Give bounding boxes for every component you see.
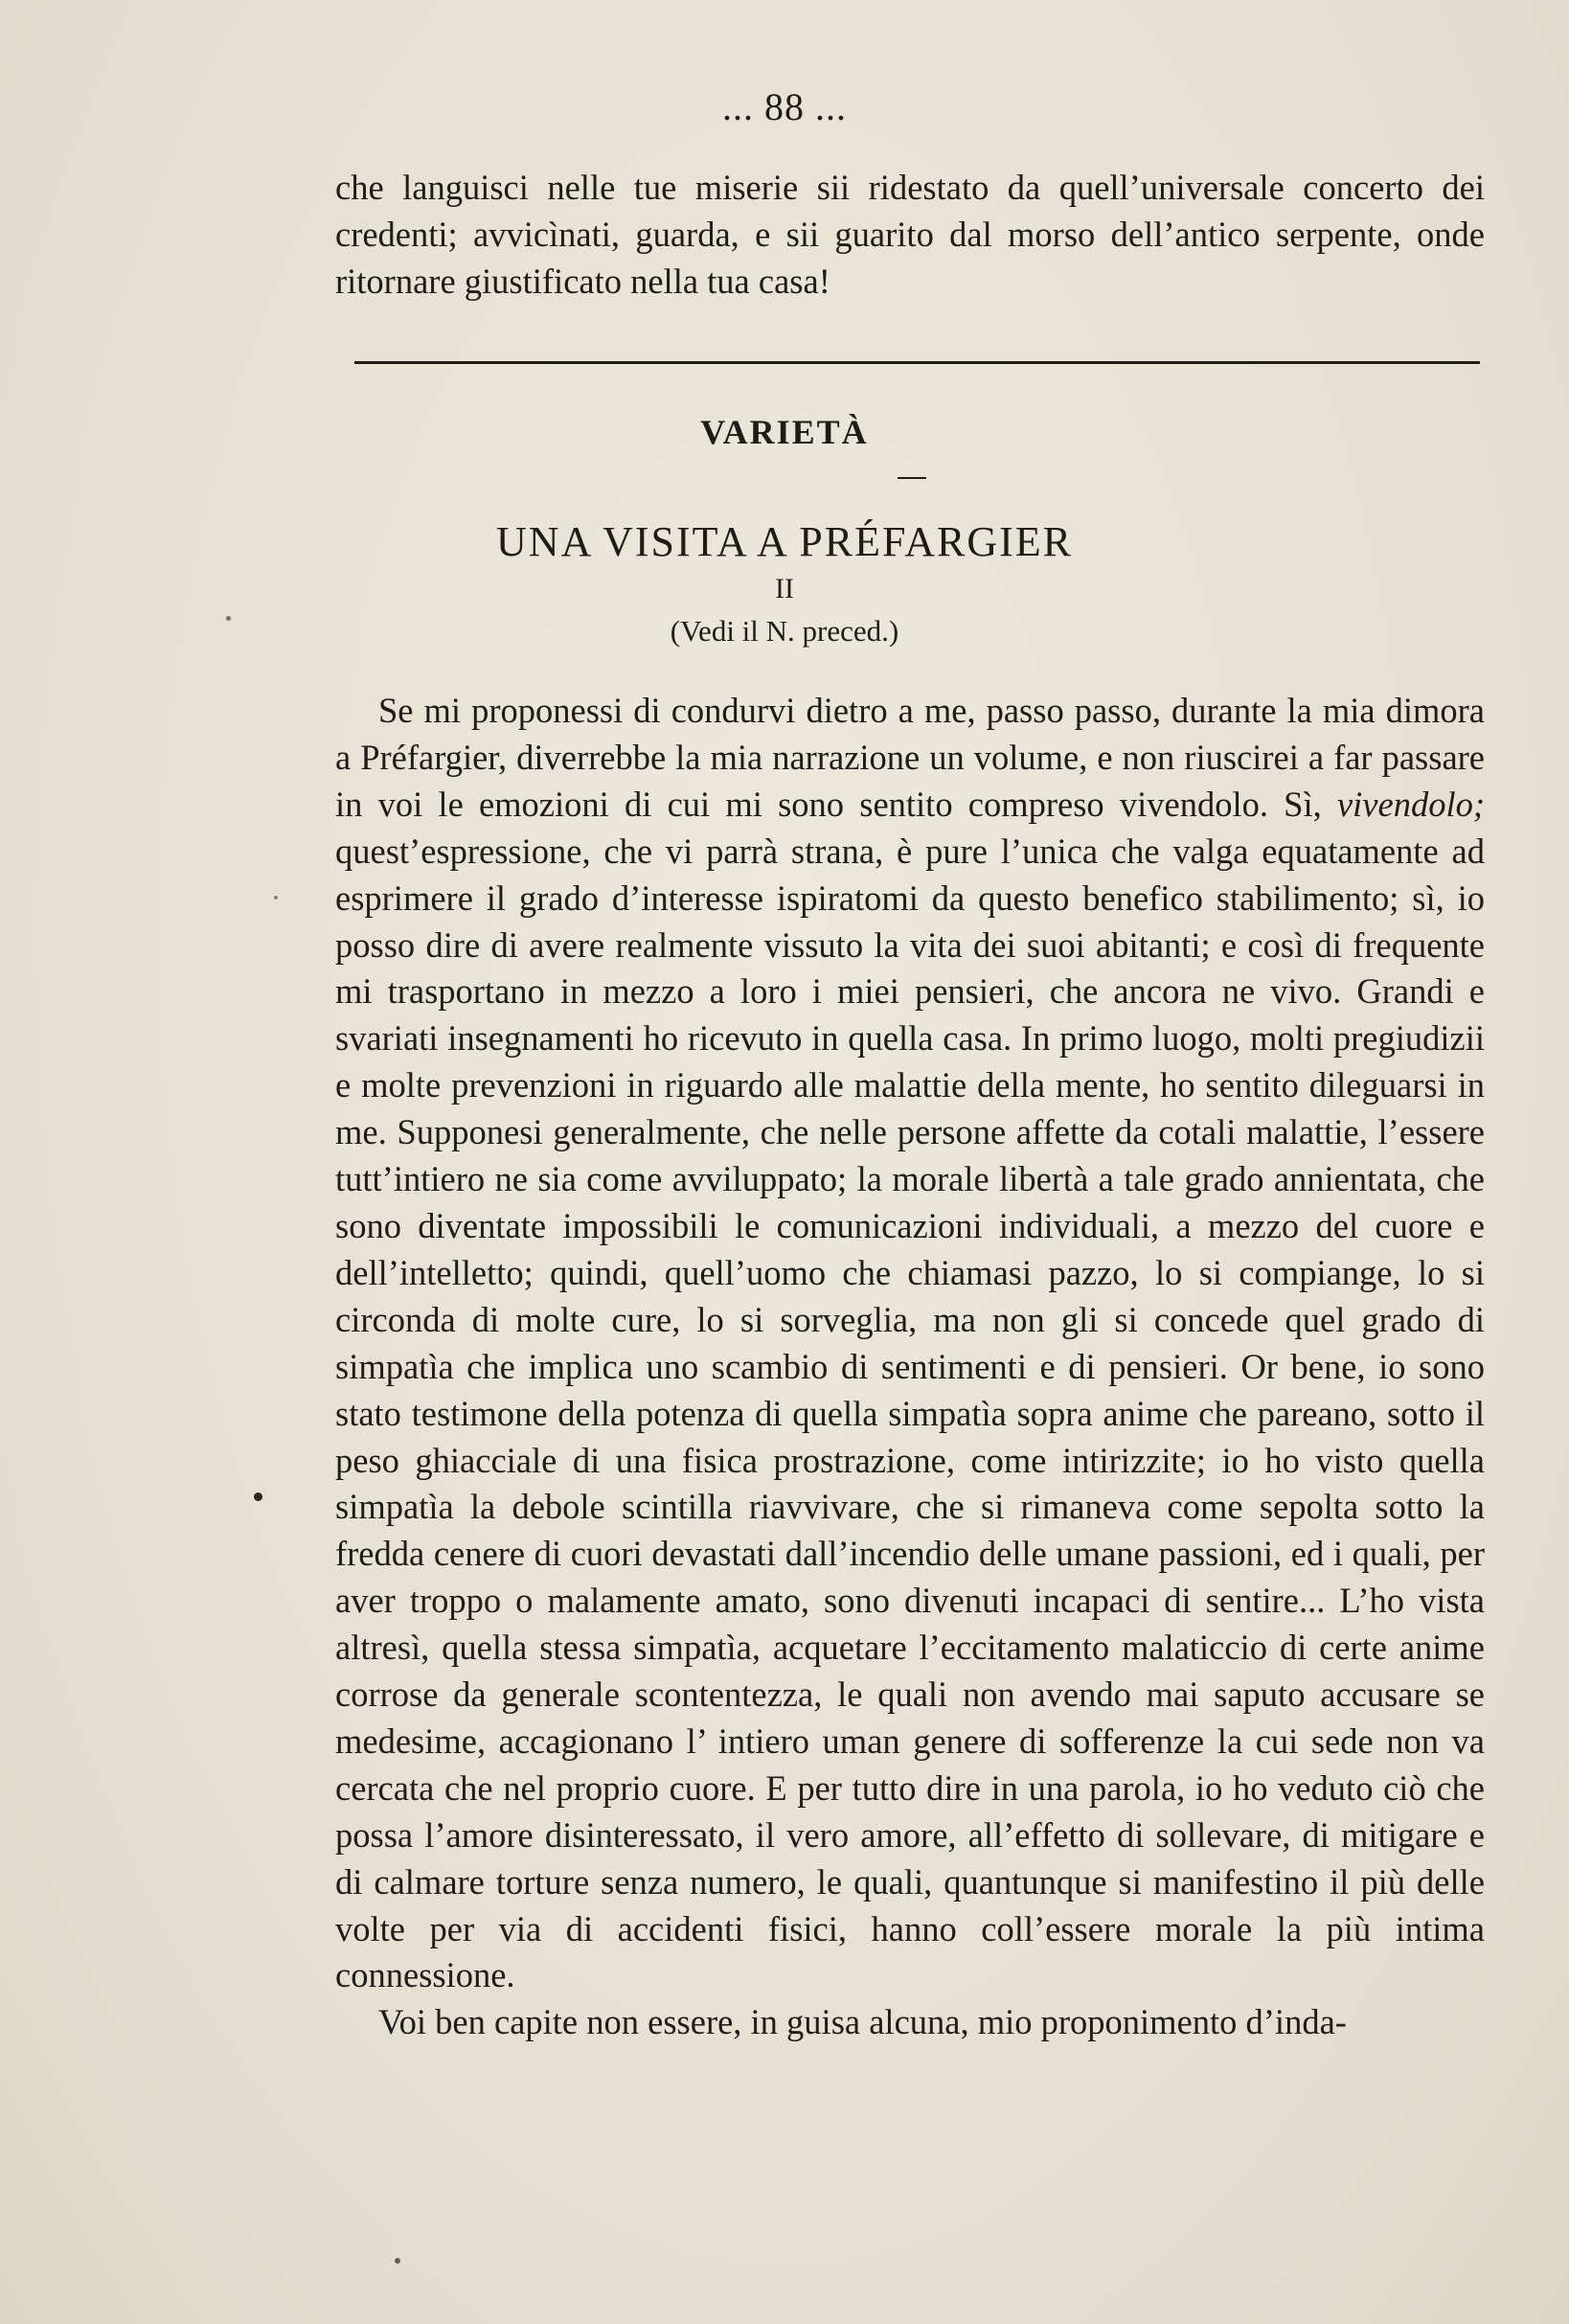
ink-speck (254, 1492, 262, 1501)
carryover-paragraph: che languisci nelle tue miserie sii ridestato da quell’universale concerto dei credenti; avvicìnati, guarda, e sii guarito dal morso dell’antico serpente, onde ritornare giustificato nella tua casa! (335, 168, 1485, 301)
article-paragraph (335, 688, 1485, 1999)
title-dash (898, 477, 926, 479)
ink-speck (226, 616, 231, 621)
reference-note: (Vedi il N. preced.) (670, 614, 899, 648)
article-title: UNA VISITA A PRÉFARGIER (496, 518, 1073, 565)
ink-speck (274, 896, 278, 900)
carryover-text (335, 165, 1485, 306)
paragraph-text-start: Se mi proponessi di condurvi dietro a me, passo passo, durante la mia dimora a Préfargier, diverrebbe la mia narrazione un volume, e non riuscirei a far passare in voi le emozioni di cui mi sono sentito compreso vivendolo. Sì, (335, 691, 1485, 824)
italic-word: vivendolo; (1336, 784, 1485, 824)
section-label: VARIETÀ (700, 413, 869, 451)
section-divider (354, 361, 1480, 364)
page-number: ... 88 ... (722, 85, 847, 128)
article-paragraph: Voi ben capite non essere, in guisa alcuna, mio proponimento d’inda- (378, 2002, 1347, 2042)
article-body (335, 688, 1485, 2046)
paragraph-text-end: quest’espressione, che vi parrà strana, è pure l’unica che valga equatamente ad esprimere il grado d’interesse ispiratomi da questo benefico stabilimento; sì, io posso dire di avere realmente vissuto la vita dei suoi abitanti; e così di frequente mi trasportano in mezzo a loro i miei pensieri, che ancora ne vivo. Grandi e svariati insegnamenti ho ricevuto in quella casa. In primo luogo, molti pregiudizii e molte prevenzioni in riguardo alle malattie della mente, ho sentito dileguarsi in me. Supponesi generalmente, che nelle persone affette da cotali malattie, l’essere tutt’intiero ne sia come avviluppato; la morale libertà a tale grado annientata, che sono diventate impossibili le comunicazioni individuali, a mezzo del cuore e dell’intelletto; quindi, quell’uomo che chiamasi pazzo, lo si compiange, lo si circonda di molte cure, lo si sorveglia, ma non gli si concede quel grado di simpatìa che implica uno scambio di sentimenti e di pensieri. Or bene, io sono stato testimone della potenza di quella simpatìa sopra anime che pareano, sotto il peso ghiacciale di una fisica prostrazione, come intirizzite; io ho visto quella simpatìa la debole scintilla riavvivare, che si rimaneva come sepolta sotto la fredda cenere di cuori devastati dall’incendio delle umane passioni, ed i quali, per aver troppo o malamente amato, sono divenuti incapaci di sentire... L’ho vista altresì, quella stessa simpatìa, acquetare l’eccitamento malaticcio di certe anime corrose da generale scontentezza, le quali non avendo mai saputo accusare se medesime, accagionano l’ intiero uman genere di sofferenze la cui sede non va cercata che nel proprio cuore. E per tutto dire in una parola, io ho veduto ciò che possa l’amore disinteressato, il vero amore, all’effetto di sollevare, di mitigare e di calmare torture senza numero, le quali, quantunque si manifestino il più delle volte per via di accidenti fisici, hanno coll’essere morale la più intima connessione. (335, 831, 1485, 1995)
part-number: II (775, 573, 794, 604)
ink-speck (395, 2258, 400, 2264)
